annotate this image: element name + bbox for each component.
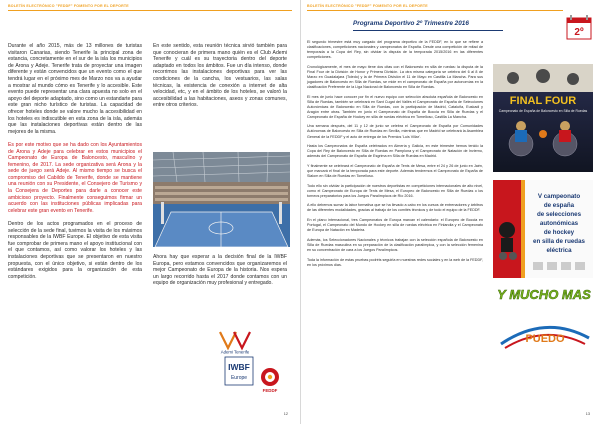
final-four-subtitle: Campeonato de España de Baloncesto en Silla de Ruedas — [498, 109, 588, 113]
right-col-text — [307, 40, 483, 272]
slogan-text-art — [491, 283, 597, 305]
right-para-11: Toda la información de estas pruebas podréis seguirla en nuestras redes sociales y en la web de la FEDDF, en los próximos días. — [307, 257, 483, 267]
left-col1-para3: Dentro de los actos programados en el proceso de selección de la sede final, tuvimos la visita de los máximos responsables de la IWBF Europe. El objetivo de esta visita fue comprobar de primera mano el apoyo institucional con el que contamos, así como valorar los hoteles y las instalaciones deportivas que se presentaron en nuestro propuesta, con el único objetivo, si están dentro de los estándares exigidos para la organización de esta competición. — [8, 221, 142, 280]
poster-line3: de selecciones — [536, 211, 582, 218]
calendar-label: 2º — [574, 27, 584, 38]
left-col2-bottom: Ahora hay que esperar a la decisión final de la IWBF Europa, pero estamos convencidos que organizaremos el mejor Campeonato de Europa de la historia. Nos espera un largo recorrido hasta el 2017 donde contamos con un equipo de organización muy profesional y entregado. — [153, 254, 287, 287]
calendar-icon — [566, 14, 592, 40]
right-para-5: Hasta los Campeonatos de España celebrados en Almería y Galicia, en este trimestre hemos tenido la Copa del Rey de Baloncesto en Silla de Ruedas en Pamplona y el Campeonato de Natación de Invierno, además del Campeonato de España de Esgrima en Silla de Ruedas en Madrid. — [307, 144, 483, 159]
page-title: Programa Deportivo 2º Trimestre 2016 — [353, 20, 469, 27]
puedo-logo-text: PUEDO — [525, 333, 565, 345]
poster-line7: eléctrica — [546, 247, 572, 254]
left-col2-top: En este sentido, esta reunión técnica sirvió también para que conocieran de primera mano quién es el Club Ademi Tenerife y cuál es su trayectoria dentro del deporte adaptado en todos los ámbitos. Fue un día intenso, donde recorrimos las instalaciones deportivas para ver las condiciones de la cancha, los vestuarios, las salas técnicas, la existencia de conexión a internet de alta velocidad, etc, y en el ámbito de los hoteles, se valoró la accesibilidad a las habitaciones, aseos y zonas comunes, entre otros criterios. — [153, 43, 287, 109]
right-header-rule — [307, 10, 563, 11]
ademi-logo-text: Ademi Tenerife — [220, 349, 250, 354]
right-page-number: 13 — [585, 412, 590, 416]
title-underline — [353, 30, 503, 31]
right-header: BOLETÍN ELECTRÓNICO "FEDDF" FOMENTO POR EL DEPORTE — [307, 4, 428, 8]
poster-line6: en silla de ruedas — [533, 238, 585, 245]
left-header-rule — [8, 10, 292, 11]
iwbf-logo-sub: Europe — [230, 375, 248, 381]
left-page-number: 12 — [283, 412, 288, 416]
poster-line2: de españa — [543, 202, 575, 209]
sports-hall-image — [153, 152, 290, 247]
right-para-4: Una semana después, del 11 y 12 de junio se celebra el Campeonato de España por Comunidades Autónomas de Baloncesto en Silla de Ruedas en Sevilla, mientras que en Madrid se celebrará la Asamblea General de la FEDDF y el acto de entrega de los Premios 'Luis Villar'. — [307, 124, 483, 139]
right-para-2: Cronológicamente, el mes de mayo tiene dos citas con el Baloncesto en silla de ruedas: la disputa de la Final Four de la División de Honor y Primera División. La otra misma categoría se celebra del 6 al 8 de Marzo en Guadalajara (Toledo) y la de Primera División el 11 de Mayo en Castilla La Mancha. Para sus jugadores de Baloncesto en Silla de Ruedas, se mide en el campeonato de España por autonomías en la clasificación Preferente de la Liga Nacional de Baloncesto en Silla de Ruedas. — [307, 64, 483, 89]
feddf-logo — [258, 366, 282, 394]
hockey-poster-image — [493, 180, 593, 278]
poster-line4: autonómicas — [539, 220, 579, 227]
left-header: BOLETÍN ELECTRÓNICO "FEDDF" FOMENTO POR EL DEPORTE — [8, 4, 129, 8]
feddf-logo-text: FEDDF — [262, 388, 278, 393]
final-four-title: FINAL FOUR — [509, 95, 577, 107]
right-para-3: El mes de junio hace conocer por fin el nuevo equipo con selección absoluta española de Baloncesto en Silla de Ruedas, también se celebrará en Sant Cugat del Vallés el Campeonato de España de Selecciones Autonómicas de Baloncesto en Silla de Ruedas, con la participación de Madrid, Cataluña, Euskadi y Aragón entre otras. También en junio el Campeonato de España de Boccia en Silla de Ruedas y el Campeonato de España de Hockey en silla de ruedas eléctrica en Tomelloso, Castilla La Mancha. — [307, 94, 483, 119]
iwbf-logo-text: IWBF — [228, 362, 250, 372]
poster-line1: V campeonato — [537, 193, 581, 200]
slogan — [491, 283, 597, 305]
puedo-logo-icon — [497, 320, 593, 352]
left-col1-para2: Es por este motivo que se ha dado con los Ayuntamientos de Arona y Adeje para celebrar en estos municipios el Campeonato de Europa de Baloncesto, masculino y femenino, de 2017. La sede organizativa será Arona y la sede de juego será Adeje. Al mismo tiempo se busca el compromiso del Cabildo de Tenerife, donde se mantiene una reunión con su Presidente, el Consejero de Turismo y la Consejera de Deportes para darle a conocer este ambicioso proyecto. Finalmente conseguimos firmar un acuerdo con las instituciones públicas implicadas para celebrar este gran evento en Tenerife. — [8, 141, 142, 214]
final-four-poster — [493, 64, 593, 172]
iwbf-logo — [224, 356, 254, 386]
slogan-text: Y MUCHO MAS — [497, 287, 591, 302]
puedo-logo — [497, 320, 593, 352]
right-para-9: En el plano internacional, tres Campeonatos de Europa marcan el calendario: el Europeo de Boccia en Portugal, el Campeonato del Mundo de Hockey en silla de ruedas eléctrica en Finlandia y el Campeonato de Europa de Natación en Madeira. — [307, 218, 483, 233]
left-col1 — [8, 43, 142, 287]
feddf-logo-icon — [258, 366, 282, 394]
calendar-logo — [566, 14, 592, 40]
sports-hall-photo — [153, 152, 290, 247]
iwbf-logo-icon — [224, 356, 254, 386]
ademi-logo-icon — [214, 328, 256, 354]
right-para-7: Todo ello sin olvidar la participación de nuestros deportistas en competiciones internacionales de alto nivel, como el Campeonato de Europa de Tenis de Mesa, el Europeo de Baloncesto en Silla de Ruedas o los torneos preparatorios para los Juegos Paralímpicos de Río 2016. — [307, 183, 483, 198]
left-col1-para1: Durante el año 2015, más de 13 millones de turistas visitaron Canarias, siendo Tenerife la principal zona de estancia, concretamente en el sur de la isla los municipios de Arona y Adeje. Tenerife trata de proyectar una imagen diferente y están convencidos que un evento como el que tendrá lugar en el próximo mes de Marzo nos va a ayudar a mostrar al mundo cómo es Tenerife y lo accesible. Este evento puede representar una clara apuesta no solo en el apoyo del deporte adaptado, sino como un estandarte para este gran nicho turístico de turistas. La capacidad de ofrecer hoteles donde se valore mucho la accesibilidad en los hoteles es indiscutible en esta zona de la isla, además que las instalaciones deportivas están dentro de las mejores de la misma. — [8, 43, 142, 135]
poster-line5: de hockey — [543, 229, 575, 236]
ademi-logo — [214, 328, 256, 354]
hockey-poster — [493, 180, 593, 278]
final-four-image — [493, 64, 593, 172]
right-para-10: Además, los Seleccionadores Nacionales y técnicos trabajan con la selección española de Baloncesto en Silla de Ruedas masculina en su preparación de la clasificación paralímpica, y con la selección femenina en su concentración de cara a los Juegos Paralímpicos. — [307, 237, 483, 252]
right-para-1: El segundo trimestre está muy cargado del programa deportivo de la FEDDF, en lo que se refiere a clasificaciones, competiciones nacionales y campeonatos de España. Desde una competición de mitad de temporada a la Copa del Rey, sin olvidar la disputa de la temporada 2015/2016 en las diferentes competiciones. — [307, 40, 483, 60]
right-para-6: Y finalmente se celebrará el Campeonato de España de Tenis de Mesa, entre el 24 y 26 de junio en Jaén, que marcará el final de la temporada para este deporte. Además tendremos el Campeonato de España de Slalom en Silla de Ruedas en Tomelloso. — [307, 163, 483, 178]
right-para-8: A ello debemos sumar la labor formativa que se ha llevado a cabo en los cursos de entrenadores y árbitros de las diferentes modalidades, gracias al trabajo de los comités técnicos y de todo el equipo de la FEDDF. — [307, 203, 483, 213]
right-page — [300, 0, 600, 424]
